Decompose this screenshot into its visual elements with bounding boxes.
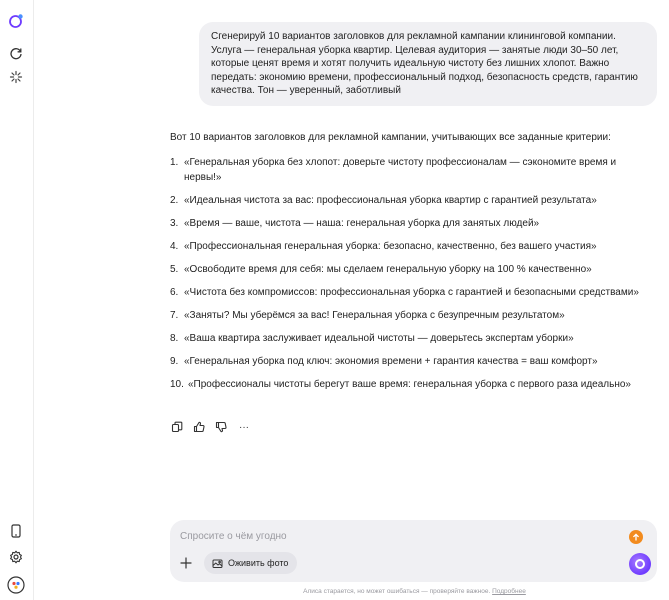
refresh-chat-icon[interactable] (5, 42, 27, 64)
disclaimer (0, 588, 669, 595)
list-item (170, 308, 640, 323)
list-item (170, 377, 640, 392)
list-item-number: 7. (170, 310, 179, 321)
answer-actions (170, 420, 252, 434)
animate-photo-button[interactable] (204, 552, 297, 574)
list-item-number: 8. (170, 333, 179, 344)
list-item (170, 239, 640, 254)
attach-plus-icon[interactable] (178, 555, 194, 571)
alice-voice-button[interactable] (629, 553, 651, 575)
photo-icon (212, 558, 223, 569)
list-item-text: «Чистота без компромиссов: профессиональная уборка с гарантией и безопасными средствами» (184, 287, 639, 298)
thumbs-up-icon[interactable] (192, 420, 206, 434)
user-message-bubble: Сгенерируй 10 вариантов заголовков для рекламной кампании клининговой компании. Услуга — генеральная уборка квартир. Целевая аудитория — занятые люди 30–50 лет, которые ценят время и хотят получить идеальную чистоту без лишних хлопот. Важно передать: экономию времени, профессиональный подход, безопасность средств, гарантию качества. Тон — уверенный, заботливый (199, 22, 657, 106)
list-item-number: 10. (170, 379, 184, 390)
list-item-number: 9. (170, 356, 179, 367)
list-item-text: «Генеральная уборка без хлопот: доверьте чистоту профессионалам — сэкономите время и нервы!» (184, 157, 617, 183)
headline-list (170, 155, 640, 392)
send-up-arrow-icon[interactable] (629, 530, 643, 544)
list-item (170, 193, 640, 208)
list-item-text: «Время — ваше, чистота — наша: генеральная уборка для занятых людей» (184, 218, 540, 229)
list-item-text: «Ваша квартира заслуживает идеальной чистоты — доверьтесь экспертам уборки» (184, 333, 574, 344)
list-item (170, 285, 640, 300)
list-item (170, 262, 640, 277)
list-item-number: 2. (170, 195, 179, 206)
alice-ring-icon (634, 558, 646, 570)
list-item-number: 5. (170, 264, 179, 275)
list-item-text: «Генеральная уборка под ключ: экономия времени + гарантия качества = ваш комфорт» (184, 356, 598, 367)
animate-photo-label: Оживить фото (228, 558, 289, 568)
settings-gear-icon[interactable] (5, 546, 27, 568)
prompt-input[interactable] (180, 531, 600, 542)
sidebar (0, 0, 34, 600)
sparkle-loader-icon[interactable] (5, 66, 27, 88)
list-item (170, 155, 640, 185)
more-options-icon[interactable]: ··· (239, 421, 249, 433)
list-item (170, 354, 640, 369)
phone-icon[interactable] (5, 520, 27, 542)
list-item-number: 3. (170, 218, 179, 229)
answer-intro: Вот 10 вариантов заголовков для рекламной кампании, учитывающих все заданные критерии: (170, 132, 611, 143)
assistant-answer (170, 130, 640, 400)
list-item-number: 1. (170, 157, 179, 168)
disclaimer-text: Алиса старается, но может ошибаться — проверяйте важное. (303, 588, 491, 595)
learn-more-link[interactable]: Подробнее (492, 588, 526, 595)
copy-icon[interactable] (170, 420, 184, 434)
list-item (170, 331, 640, 346)
list-item-number: 6. (170, 287, 179, 298)
list-item-text: «Освободите время для себя: мы сделаем генеральную уборку на 100 % качественно» (184, 264, 592, 275)
thumbs-down-icon[interactable] (214, 420, 228, 434)
list-item-text: «Идеальная чистота за вас: профессиональная уборка квартир с гарантией результата» (184, 195, 597, 206)
composer (170, 520, 657, 582)
alice-logo-icon[interactable] (5, 10, 27, 32)
list-item (170, 216, 640, 231)
list-item-number: 4. (170, 241, 179, 252)
list-item-text: «Профессиональная генеральная уборка: безопасно, качественно, без вашего участия» (184, 241, 597, 252)
list-item-text: «Профессионалы чистоты берегут ваше время: генеральная уборка с первого раза идеально» (188, 379, 631, 390)
list-item-text: «Заняты? Мы уберёмся за вас! Генеральная уборка с безупречным результатом» (184, 310, 565, 321)
